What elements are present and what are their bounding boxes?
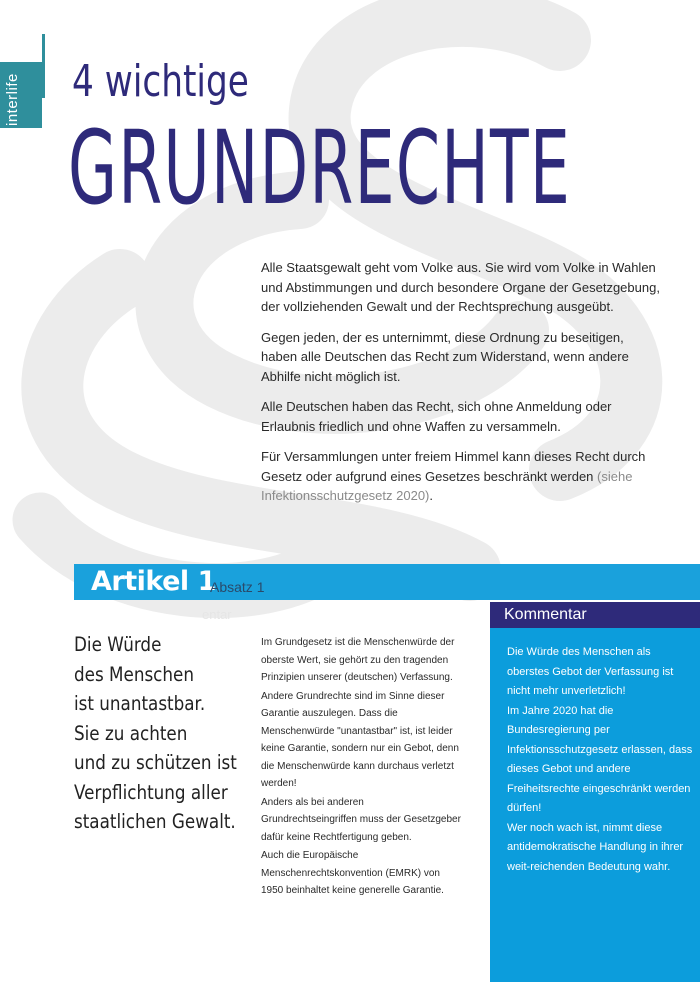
- comment-paragraph: Wer noch wach ist, nimmt diese antidemokratische Handlung in ihrer weit-reichenden Bedeutung wahr.: [507, 821, 684, 873]
- comment-paragraph: Die Würde des Menschen als oberstes Gebot der Verfassung ist nicht mehr unverletzlich!: [507, 646, 674, 697]
- quote-line: ist unantastbar.: [74, 692, 206, 715]
- intro-note: (siehe Infektionsschutzgesetz 2020): [261, 468, 633, 503]
- brand-accent-bar: [42, 34, 45, 98]
- quote-line: Die Würde: [74, 633, 162, 656]
- intro-paragraph-text: Für Versammlungen unter freiem Himmel kann dieses Recht durch Gesetz oder aufgrund eines Gesetzes beschränkt werden: [261, 449, 646, 484]
- body-paragraph: Im Grundgesetz ist die Menschenwürde der oberste Wert, sie gehört zu den tragenden Prinzipien unserer (deutschen) Verfassung.: [261, 637, 455, 683]
- quote-line: Sie zu achten: [74, 721, 188, 745]
- article-quote: [74, 630, 237, 837]
- body-paragraph: Auch die Europäische Menschenrechtskonvention (EMRK) von 1950 beinhaltet keine generelle Garantie.: [261, 850, 444, 896]
- page-subtitle: 4 wichtige: [72, 56, 249, 107]
- comment-paragraph: Im Jahre 2020 hat die Bundesregierung per Infektionsschutzgesetz erlassen, dass dieses Gebot und andere Freiheitsrechte eingeschränkt werden dürfen!: [507, 704, 693, 814]
- body-paragraph: Anders als bei anderen Grundrechtseingriffen muss der Gesetzgeber dafür keine Rechtfertigung geben.: [261, 796, 461, 843]
- comment-heading: Kommentar: [490, 602, 700, 628]
- article-title: Artikel 1: [91, 566, 216, 597]
- intro-paragraph: Alle Deutschen haben das Recht, sich ohne Anmeldung oder Erlaubnis friedlich und ohne Waffen zu versammeln.: [261, 399, 612, 434]
- article-subtitle: Absatz 1: [210, 579, 265, 595]
- quote-line: staatlichen Gewalt.: [74, 810, 236, 833]
- intro-paragraph: Alle Staatsgewalt geht vom Volke aus. Sie wird vom Volke in Wahlen und Abstimmungen und durch besondere Organe der Gesetzgebung, der vollziehenden Gewalt und der Rechtsprechung ausgeübt.: [261, 260, 660, 314]
- page-title: GRUNDRECHTE: [68, 109, 572, 228]
- comment-body: [507, 643, 693, 877]
- brand-logo-text: interlife: [4, 73, 21, 126]
- quote-line: und zu schützen ist: [74, 751, 237, 774]
- quote-line: des Menschen: [74, 662, 194, 686]
- comment-box: [490, 602, 700, 982]
- intro-text: [261, 258, 661, 517]
- ghost-text: entar: [202, 607, 232, 622]
- article-header-band: [74, 564, 700, 600]
- intro-note-end: .: [429, 488, 434, 503]
- intro-paragraph: [261, 447, 661, 506]
- intro-paragraph: Gegen jeden, der es unternimmt, diese Ordnung zu beseitigen, haben alle Deutschen das Recht zum Widerstand, wenn andere Abhilfe nicht möglich ist.: [261, 329, 629, 384]
- article-body: [261, 634, 461, 901]
- body-paragraph: Andere Grundrechte sind im Sinne dieser Garantie auszulegen. Dass die Menschenwürde "unantastbar" ist, ist leider keine Garantie, sondern nur ein Gebot, denn die Menschenwürde kann durchaus verletzt werden!: [261, 690, 459, 789]
- quote-line: Verpflichtung aller: [74, 780, 228, 804]
